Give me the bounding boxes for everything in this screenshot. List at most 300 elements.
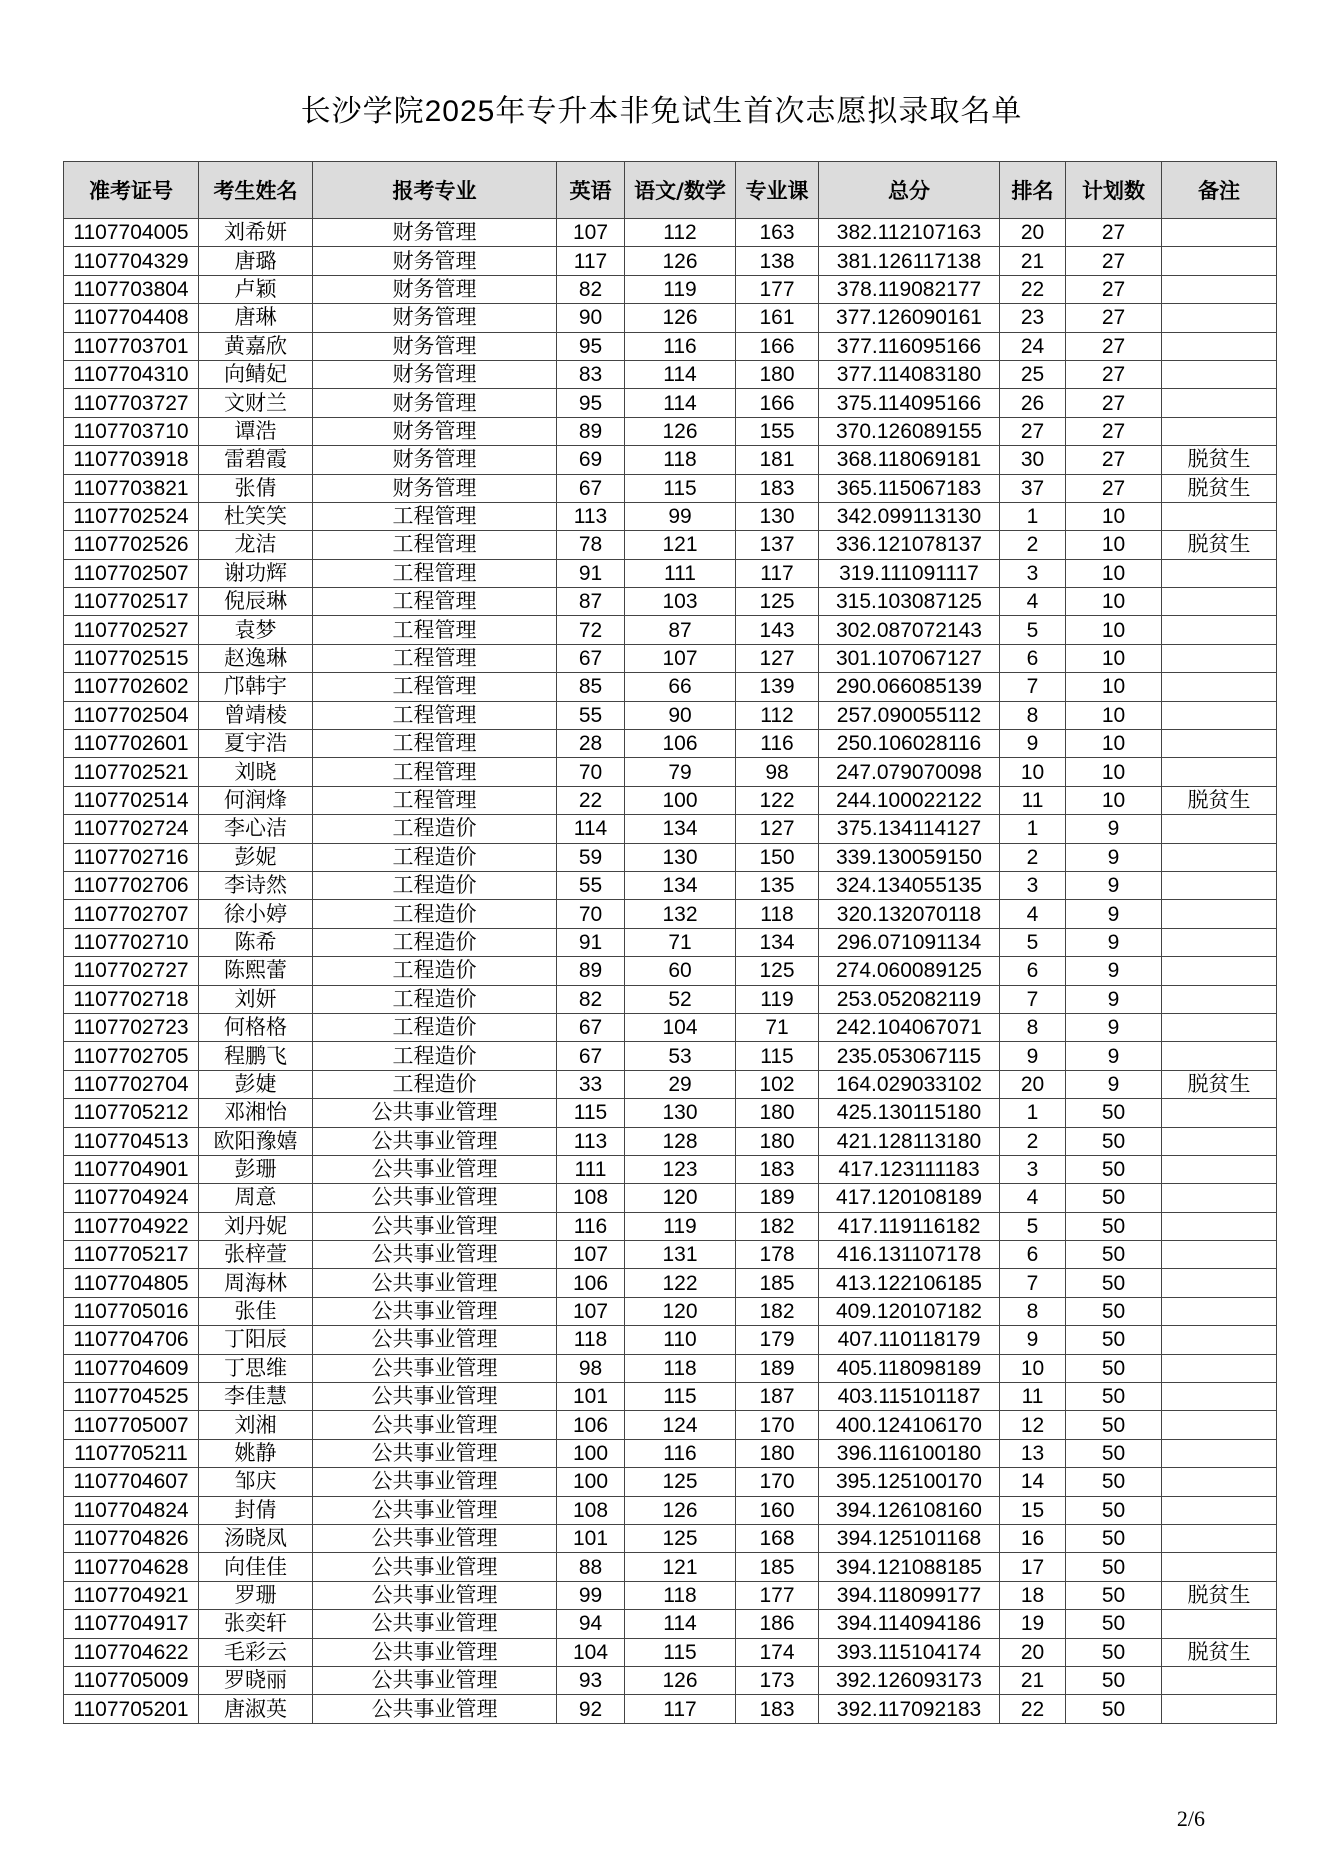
- cell-specialty: 180: [736, 1127, 819, 1155]
- cell-student-name: 袁梦: [199, 616, 313, 644]
- cell-english: 113: [557, 502, 625, 530]
- cell-plan-count: 50: [1066, 1610, 1162, 1638]
- cell-major: 财务管理: [313, 247, 557, 275]
- cell-chinese-math: 126: [625, 1496, 736, 1524]
- cell-plan-count: 9: [1066, 985, 1162, 1013]
- cell-plan-count: 27: [1066, 275, 1162, 303]
- cell-english: 91: [557, 559, 625, 587]
- cell-exam-id: 1107702515: [64, 644, 199, 672]
- table-row: [64, 1468, 1277, 1496]
- cell-total-score: 409.120107182: [819, 1297, 1000, 1325]
- table-row: [64, 332, 1277, 360]
- table-row: [64, 389, 1277, 417]
- cell-student-name: 程鹏飞: [199, 1042, 313, 1070]
- cell-exam-id: 1107704513: [64, 1127, 199, 1155]
- cell-exam-id: 1107702716: [64, 843, 199, 871]
- cell-remark: 脱贫生: [1162, 1581, 1277, 1609]
- cell-remark: [1162, 1241, 1277, 1269]
- cell-specialty: 183: [736, 1695, 819, 1723]
- cell-total-score: 253.052082119: [819, 985, 1000, 1013]
- cell-major: 工程造价: [313, 871, 557, 899]
- cell-remark: [1162, 815, 1277, 843]
- table-row: [64, 1638, 1277, 1666]
- cell-student-name: 唐琳: [199, 304, 313, 332]
- cell-exam-id: 1107702504: [64, 701, 199, 729]
- cell-exam-id: 1107703727: [64, 389, 199, 417]
- column-header-total-score: 总分: [819, 162, 1000, 219]
- cell-total-score: 365.115067183: [819, 474, 1000, 502]
- cell-remark: [1162, 1184, 1277, 1212]
- cell-plan-count: 50: [1066, 1638, 1162, 1666]
- cell-chinese-math: 124: [625, 1411, 736, 1439]
- table-row: [64, 1269, 1277, 1297]
- cell-plan-count: 50: [1066, 1297, 1162, 1325]
- cell-plan-count: 50: [1066, 1695, 1162, 1723]
- cell-remark: [1162, 900, 1277, 928]
- cell-rank: 6: [1000, 644, 1066, 672]
- cell-remark: [1162, 360, 1277, 388]
- cell-remark: [1162, 1695, 1277, 1723]
- cell-major: 工程管理: [313, 616, 557, 644]
- cell-exam-id: 1107702704: [64, 1070, 199, 1098]
- cell-plan-count: 50: [1066, 1581, 1162, 1609]
- cell-rank: 13: [1000, 1439, 1066, 1467]
- cell-specialty: 180: [736, 360, 819, 388]
- cell-chinese-math: 116: [625, 332, 736, 360]
- cell-english: 55: [557, 701, 625, 729]
- cell-exam-id: 1107705016: [64, 1297, 199, 1325]
- cell-remark: [1162, 559, 1277, 587]
- cell-major: 公共事业管理: [313, 1241, 557, 1269]
- cell-student-name: 彭珊: [199, 1155, 313, 1183]
- column-header-english: 英语: [557, 162, 625, 219]
- cell-specialty: 150: [736, 843, 819, 871]
- cell-english: 113: [557, 1127, 625, 1155]
- cell-major: 工程管理: [313, 531, 557, 559]
- cell-total-score: 290.066085139: [819, 673, 1000, 701]
- cell-remark: [1162, 1212, 1277, 1240]
- table-row: [64, 1297, 1277, 1325]
- cell-total-score: 247.079070098: [819, 758, 1000, 786]
- cell-rank: 22: [1000, 1695, 1066, 1723]
- cell-remark: 脱贫生: [1162, 446, 1277, 474]
- cell-rank: 2: [1000, 1127, 1066, 1155]
- cell-major: 公共事业管理: [313, 1439, 557, 1467]
- cell-plan-count: 50: [1066, 1354, 1162, 1382]
- table-row: [64, 1013, 1277, 1041]
- cell-english: 69: [557, 446, 625, 474]
- cell-rank: 22: [1000, 275, 1066, 303]
- cell-total-score: 407.110118179: [819, 1326, 1000, 1354]
- cell-english: 106: [557, 1269, 625, 1297]
- cell-english: 100: [557, 1439, 625, 1467]
- cell-student-name: 刘晓: [199, 758, 313, 786]
- table-row: [64, 1212, 1277, 1240]
- cell-specialty: 135: [736, 871, 819, 899]
- column-header-plan-count: 计划数: [1066, 162, 1162, 219]
- cell-exam-id: 1107702602: [64, 673, 199, 701]
- cell-student-name: 李诗然: [199, 871, 313, 899]
- cell-rank: 7: [1000, 985, 1066, 1013]
- cell-major: 公共事业管理: [313, 1638, 557, 1666]
- column-header-student-name: 考生姓名: [199, 162, 313, 219]
- table-row: [64, 1581, 1277, 1609]
- cell-major: 公共事业管理: [313, 1326, 557, 1354]
- cell-remark: [1162, 332, 1277, 360]
- cell-chinese-math: 118: [625, 1581, 736, 1609]
- cell-remark: [1162, 1127, 1277, 1155]
- cell-specialty: 182: [736, 1297, 819, 1325]
- table-row: [64, 985, 1277, 1013]
- cell-chinese-math: 110: [625, 1326, 736, 1354]
- cell-student-name: 谢功辉: [199, 559, 313, 587]
- cell-rank: 14: [1000, 1468, 1066, 1496]
- table-row: [64, 758, 1277, 786]
- cell-specialty: 183: [736, 1155, 819, 1183]
- cell-remark: [1162, 1439, 1277, 1467]
- cell-plan-count: 9: [1066, 1013, 1162, 1041]
- cell-rank: 6: [1000, 957, 1066, 985]
- cell-exam-id: 1107704922: [64, 1212, 199, 1240]
- cell-major: 公共事业管理: [313, 1524, 557, 1552]
- cell-remark: [1162, 304, 1277, 332]
- cell-total-score: 394.114094186: [819, 1610, 1000, 1638]
- cell-student-name: 刘湘: [199, 1411, 313, 1439]
- cell-total-score: 382.112107163: [819, 219, 1000, 247]
- cell-total-score: 339.130059150: [819, 843, 1000, 871]
- cell-exam-id: 1107705212: [64, 1099, 199, 1127]
- cell-chinese-math: 90: [625, 701, 736, 729]
- cell-remark: [1162, 1524, 1277, 1552]
- cell-chinese-math: 114: [625, 360, 736, 388]
- cell-remark: [1162, 219, 1277, 247]
- cell-plan-count: 10: [1066, 644, 1162, 672]
- cell-rank: 8: [1000, 1013, 1066, 1041]
- cell-rank: 10: [1000, 1354, 1066, 1382]
- cell-student-name: 唐璐: [199, 247, 313, 275]
- cell-chinese-math: 122: [625, 1269, 736, 1297]
- cell-exam-id: 1107704622: [64, 1638, 199, 1666]
- table-row: [64, 1383, 1277, 1411]
- cell-exam-id: 1107704329: [64, 247, 199, 275]
- cell-english: 100: [557, 1468, 625, 1496]
- cell-specialty: 155: [736, 417, 819, 445]
- table-row: [64, 588, 1277, 616]
- cell-student-name: 张佳: [199, 1297, 313, 1325]
- cell-chinese-math: 123: [625, 1155, 736, 1183]
- cell-specialty: 119: [736, 985, 819, 1013]
- cell-student-name: 彭婕: [199, 1070, 313, 1098]
- cell-remark: [1162, 275, 1277, 303]
- cell-exam-id: 1107705217: [64, 1241, 199, 1269]
- document-title: 长沙学院2025年专升本非免试生首次志愿拟录取名单: [300, 95, 1023, 128]
- cell-specialty: 163: [736, 219, 819, 247]
- cell-student-name: 周海林: [199, 1269, 313, 1297]
- cell-rank: 11: [1000, 786, 1066, 814]
- cell-rank: 30: [1000, 446, 1066, 474]
- cell-exam-id: 1107704706: [64, 1326, 199, 1354]
- cell-specialty: 117: [736, 559, 819, 587]
- cell-total-score: 377.126090161: [819, 304, 1000, 332]
- table-row: [64, 843, 1277, 871]
- cell-rank: 27: [1000, 417, 1066, 445]
- cell-specialty: 71: [736, 1013, 819, 1041]
- cell-rank: 5: [1000, 616, 1066, 644]
- cell-chinese-math: 104: [625, 1013, 736, 1041]
- cell-major: 工程造价: [313, 1013, 557, 1041]
- cell-rank: 2: [1000, 531, 1066, 559]
- cell-english: 55: [557, 871, 625, 899]
- cell-exam-id: 1107702524: [64, 502, 199, 530]
- cell-chinese-math: 119: [625, 1212, 736, 1240]
- cell-chinese-math: 114: [625, 389, 736, 417]
- cell-rank: 18: [1000, 1581, 1066, 1609]
- cell-total-score: 301.107067127: [819, 644, 1000, 672]
- cell-english: 118: [557, 1326, 625, 1354]
- table-row: [64, 1666, 1277, 1694]
- table-row: [64, 247, 1277, 275]
- cell-chinese-math: 116: [625, 1439, 736, 1467]
- cell-student-name: 谭浩: [199, 417, 313, 445]
- cell-chinese-math: 115: [625, 474, 736, 502]
- cell-english: 93: [557, 1666, 625, 1694]
- table-row: [64, 1496, 1277, 1524]
- cell-remark: [1162, 616, 1277, 644]
- cell-remark: 脱贫生: [1162, 531, 1277, 559]
- cell-major: 工程管理: [313, 758, 557, 786]
- table-row: [64, 1326, 1277, 1354]
- cell-plan-count: 27: [1066, 332, 1162, 360]
- cell-major: 公共事业管理: [313, 1099, 557, 1127]
- cell-plan-count: 50: [1066, 1468, 1162, 1496]
- cell-exam-id: 1107705211: [64, 1439, 199, 1467]
- cell-major: 公共事业管理: [313, 1383, 557, 1411]
- cell-rank: 24: [1000, 332, 1066, 360]
- cell-plan-count: 10: [1066, 786, 1162, 814]
- cell-rank: 20: [1000, 1070, 1066, 1098]
- cell-total-score: 377.114083180: [819, 360, 1000, 388]
- cell-chinese-math: 121: [625, 531, 736, 559]
- cell-student-name: 姚静: [199, 1439, 313, 1467]
- cell-major: 财务管理: [313, 219, 557, 247]
- cell-plan-count: 10: [1066, 758, 1162, 786]
- cell-plan-count: 50: [1066, 1099, 1162, 1127]
- cell-english: 78: [557, 531, 625, 559]
- cell-rank: 25: [1000, 360, 1066, 388]
- table-row: [64, 673, 1277, 701]
- table-row: [64, 1695, 1277, 1723]
- cell-specialty: 139: [736, 673, 819, 701]
- cell-major: 公共事业管理: [313, 1354, 557, 1382]
- cell-major: 财务管理: [313, 304, 557, 332]
- cell-chinese-math: 120: [625, 1297, 736, 1325]
- cell-specialty: 181: [736, 446, 819, 474]
- cell-student-name: 毛彩云: [199, 1638, 313, 1666]
- cell-student-name: 倪辰琳: [199, 588, 313, 616]
- cell-plan-count: 10: [1066, 588, 1162, 616]
- cell-chinese-math: 128: [625, 1127, 736, 1155]
- cell-specialty: 130: [736, 502, 819, 530]
- cell-english: 101: [557, 1383, 625, 1411]
- cell-remark: 脱贫生: [1162, 1070, 1277, 1098]
- cell-english: 92: [557, 1695, 625, 1723]
- table-row: [64, 701, 1277, 729]
- cell-english: 82: [557, 985, 625, 1013]
- cell-remark: [1162, 1496, 1277, 1524]
- cell-remark: [1162, 588, 1277, 616]
- cell-specialty: 160: [736, 1496, 819, 1524]
- cell-english: 70: [557, 758, 625, 786]
- cell-remark: [1162, 1013, 1277, 1041]
- cell-student-name: 向佳佳: [199, 1553, 313, 1581]
- cell-english: 94: [557, 1610, 625, 1638]
- cell-specialty: 180: [736, 1099, 819, 1127]
- cell-english: 95: [557, 332, 625, 360]
- cell-chinese-math: 121: [625, 1553, 736, 1581]
- cell-major: 公共事业管理: [313, 1610, 557, 1638]
- table-row: [64, 730, 1277, 758]
- table-row: [64, 1155, 1277, 1183]
- cell-chinese-math: 118: [625, 446, 736, 474]
- cell-remark: [1162, 1354, 1277, 1382]
- cell-exam-id: 1107704805: [64, 1269, 199, 1297]
- cell-chinese-math: 126: [625, 304, 736, 332]
- cell-total-score: 336.121078137: [819, 531, 1000, 559]
- table-row: [64, 1241, 1277, 1269]
- cell-student-name: 唐淑英: [199, 1695, 313, 1723]
- cell-major: 公共事业管理: [313, 1666, 557, 1694]
- cell-chinese-math: 111: [625, 559, 736, 587]
- cell-student-name: 夏宇浩: [199, 730, 313, 758]
- cell-remark: [1162, 1099, 1277, 1127]
- cell-total-score: 403.115101187: [819, 1383, 1000, 1411]
- cell-exam-id: 1107704924: [64, 1184, 199, 1212]
- cell-student-name: 刘丹妮: [199, 1212, 313, 1240]
- cell-specialty: 189: [736, 1184, 819, 1212]
- cell-plan-count: 50: [1066, 1439, 1162, 1467]
- table-row: [64, 616, 1277, 644]
- cell-student-name: 张倩: [199, 474, 313, 502]
- cell-specialty: 177: [736, 275, 819, 303]
- table-row: [64, 446, 1277, 474]
- table-header: [64, 162, 1277, 219]
- cell-chinese-math: 125: [625, 1468, 736, 1496]
- cell-total-score: 425.130115180: [819, 1099, 1000, 1127]
- cell-exam-id: 1107704826: [64, 1524, 199, 1552]
- cell-remark: [1162, 1155, 1277, 1183]
- cell-english: 95: [557, 389, 625, 417]
- cell-total-score: 296.071091134: [819, 928, 1000, 956]
- cell-english: 33: [557, 1070, 625, 1098]
- cell-english: 87: [557, 588, 625, 616]
- cell-chinese-math: 100: [625, 786, 736, 814]
- cell-exam-id: 1107702723: [64, 1013, 199, 1041]
- table-row: [64, 502, 1277, 530]
- cell-total-score: 413.122106185: [819, 1269, 1000, 1297]
- cell-major: 财务管理: [313, 360, 557, 388]
- cell-student-name: 丁思维: [199, 1354, 313, 1382]
- cell-student-name: 何润烽: [199, 786, 313, 814]
- cell-exam-id: 1107704628: [64, 1553, 199, 1581]
- cell-remark: 脱贫生: [1162, 474, 1277, 502]
- cell-exam-id: 1107704607: [64, 1468, 199, 1496]
- cell-plan-count: 9: [1066, 1042, 1162, 1070]
- cell-exam-id: 1107703710: [64, 417, 199, 445]
- cell-specialty: 127: [736, 815, 819, 843]
- cell-exam-id: 1107702710: [64, 928, 199, 956]
- cell-major: 公共事业管理: [313, 1411, 557, 1439]
- cell-total-score: 320.132070118: [819, 900, 1000, 928]
- cell-total-score: 342.099113130: [819, 502, 1000, 530]
- cell-rank: 21: [1000, 1666, 1066, 1694]
- page-number: 2/6: [1176, 1806, 1205, 1831]
- cell-exam-id: 1107703804: [64, 275, 199, 303]
- cell-rank: 20: [1000, 1638, 1066, 1666]
- cell-specialty: 173: [736, 1666, 819, 1694]
- cell-english: 70: [557, 900, 625, 928]
- cell-english: 67: [557, 474, 625, 502]
- cell-total-score: 392.126093173: [819, 1666, 1000, 1694]
- cell-major: 公共事业管理: [313, 1155, 557, 1183]
- table-row: [64, 474, 1277, 502]
- cell-plan-count: 27: [1066, 474, 1162, 502]
- cell-remark: [1162, 1553, 1277, 1581]
- cell-chinese-math: 118: [625, 1354, 736, 1382]
- cell-specialty: 116: [736, 730, 819, 758]
- table-row: [64, 417, 1277, 445]
- cell-total-score: 421.128113180: [819, 1127, 1000, 1155]
- cell-major: 工程管理: [313, 730, 557, 758]
- cell-student-name: 丁阳辰: [199, 1326, 313, 1354]
- column-header-rank: 排名: [1000, 162, 1066, 219]
- cell-remark: [1162, 1666, 1277, 1694]
- cell-plan-count: 9: [1066, 815, 1162, 843]
- table-row: [64, 1099, 1277, 1127]
- cell-student-name: 张奕轩: [199, 1610, 313, 1638]
- cell-plan-count: 50: [1066, 1127, 1162, 1155]
- cell-rank: 21: [1000, 247, 1066, 275]
- cell-student-name: 陈熙蕾: [199, 957, 313, 985]
- cell-chinese-math: 66: [625, 673, 736, 701]
- cell-exam-id: 1107704408: [64, 304, 199, 332]
- table-row: [64, 219, 1277, 247]
- cell-total-score: 416.131107178: [819, 1241, 1000, 1269]
- cell-student-name: 罗晓丽: [199, 1666, 313, 1694]
- cell-total-score: 400.124106170: [819, 1411, 1000, 1439]
- cell-rank: 7: [1000, 673, 1066, 701]
- cell-specialty: 125: [736, 588, 819, 616]
- cell-remark: [1162, 871, 1277, 899]
- cell-chinese-math: 107: [625, 644, 736, 672]
- cell-total-score: 375.134114127: [819, 815, 1000, 843]
- cell-rank: 9: [1000, 730, 1066, 758]
- cell-student-name: 刘希妍: [199, 219, 313, 247]
- cell-plan-count: 27: [1066, 304, 1162, 332]
- cell-major: 公共事业管理: [313, 1468, 557, 1496]
- cell-plan-count: 50: [1066, 1553, 1162, 1581]
- cell-remark: [1162, 1468, 1277, 1496]
- cell-major: 财务管理: [313, 446, 557, 474]
- cell-remark: [1162, 1269, 1277, 1297]
- cell-english: 104: [557, 1638, 625, 1666]
- cell-chinese-math: 130: [625, 843, 736, 871]
- table-row: [64, 1070, 1277, 1098]
- cell-plan-count: 50: [1066, 1326, 1162, 1354]
- cell-specialty: 143: [736, 616, 819, 644]
- cell-major: 工程造价: [313, 843, 557, 871]
- cell-english: 115: [557, 1099, 625, 1127]
- cell-english: 116: [557, 1212, 625, 1240]
